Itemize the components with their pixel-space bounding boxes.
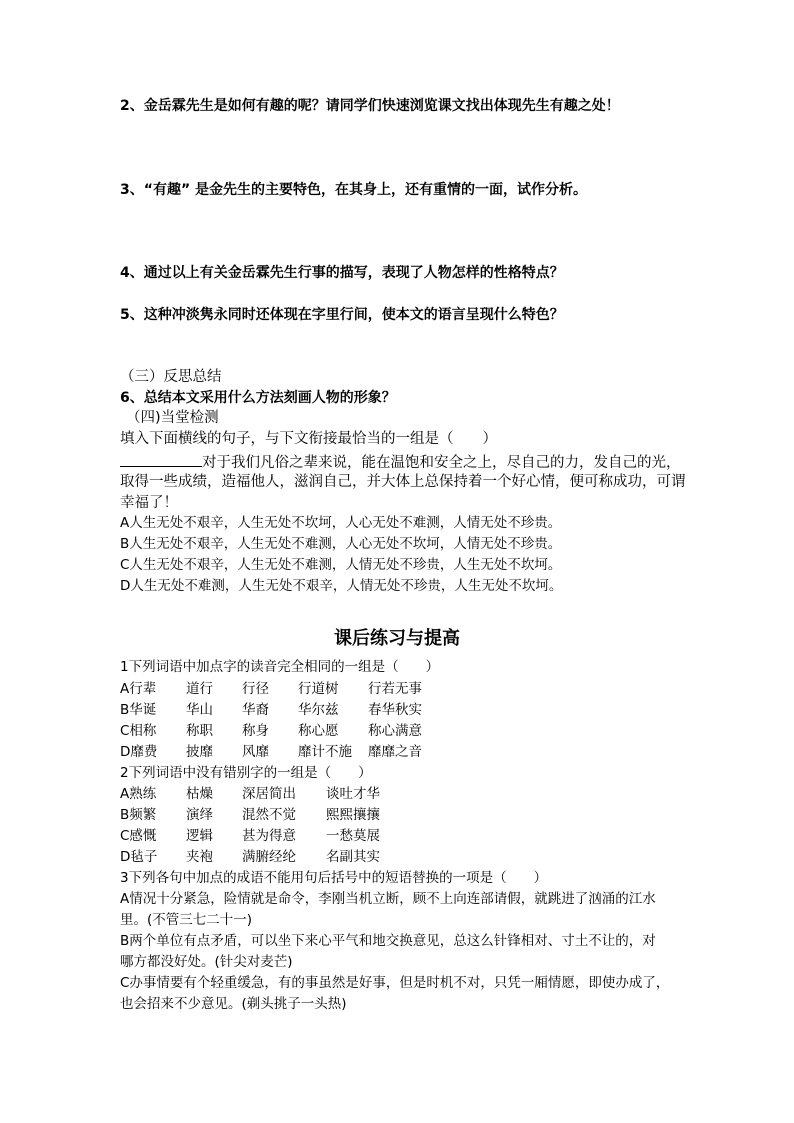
practice-title: 课后练习与提高 bbox=[334, 628, 460, 649]
word-cell: 行径 bbox=[242, 681, 269, 697]
exercise-3-option-a-line-1: A情况十分紧急，险情就是命令，李刚当机立断，顾不上向连部请假，就跳进了汹涌的江水 bbox=[120, 891, 656, 907]
word-cell: 行道树 bbox=[298, 681, 339, 697]
exercise-3-option-c-line-1: C办事情要有个轻重缓急，有的事虽然是好事，但是时机不对，只凭一厢情愿，即使办成了， bbox=[120, 975, 670, 991]
test-option-b: B人生无处不艰辛，人生无处不难测，人心无处不坎坷，人情无处不珍贵。 bbox=[120, 536, 562, 552]
word-cell: B华诞 bbox=[120, 702, 157, 718]
question-3: 3、“有趣” 是金先生的主要特色，在其身上，还有重情的一面，试作分析。 bbox=[120, 182, 588, 198]
word-cell: 一愁莫展 bbox=[326, 828, 380, 844]
test-prompt: 填入下面横线的句子，与下文衔接最恰当的一组是（ ） bbox=[120, 431, 497, 447]
question-5: 5、这种冲淡隽永同时还体现在字里行间，使本文的语言呈现什么特色？ bbox=[120, 307, 564, 323]
word-cell: C感慨 bbox=[120, 828, 157, 844]
word-cell: 靡计不施 bbox=[298, 744, 352, 760]
word-cell: 混然不觉 bbox=[242, 807, 296, 823]
test-option-a: A人生无处不艰辛，人生无处不坎坷，人心无处不难测，人情无处不珍贵。 bbox=[120, 515, 562, 531]
test-option-d: D人生无处不难测，人生无处不艰辛，人情无处不珍贵，人生无处不坎坷。 bbox=[120, 578, 563, 594]
exercise-3-option-a-line-2: 里。(不管三七二十一) bbox=[120, 912, 253, 928]
passage-text: 对于我们凡俗之辈来说，能在温饱和安全之上，尽自己的力，发自己的光， bbox=[202, 455, 681, 471]
word-cell: 风靡 bbox=[242, 744, 269, 760]
test-passage-line-2: 取得一些成绩，造福他人，滋润自己，并大体上总保持着一个好心情，便可称成功，可谓 bbox=[120, 474, 686, 490]
word-cell: 华山 bbox=[186, 702, 213, 718]
word-cell: 称身 bbox=[242, 723, 269, 739]
word-cell: 行若无事 bbox=[368, 681, 422, 697]
word-cell: 称心愿 bbox=[298, 723, 339, 739]
word-cell: 名副其实 bbox=[326, 849, 380, 865]
word-cell: A熟练 bbox=[120, 786, 157, 802]
test-passage-line-1 bbox=[120, 451, 681, 473]
word-cell: 披靡 bbox=[186, 744, 213, 760]
word-cell: A行辈 bbox=[120, 681, 157, 697]
word-cell: 华尔兹 bbox=[298, 702, 339, 718]
test-passage-line-3: 幸福了！ bbox=[120, 495, 178, 511]
word-cell: 演绎 bbox=[186, 807, 213, 823]
word-cell: 深居简出 bbox=[242, 786, 296, 802]
question-4: 4、通过以上有关金岳霖先生行事的描写，表现了人物怎样的性格特点？ bbox=[120, 265, 564, 281]
exercise-3-option-c-line-2: 也会招来不少意见。(剃头挑子一头热) bbox=[120, 996, 347, 1012]
word-cell: D毡子 bbox=[120, 849, 158, 865]
word-cell: 称心满意 bbox=[368, 723, 422, 739]
word-cell: 逻辑 bbox=[186, 828, 213, 844]
exercise-2-prompt: 2下列词语中没有错别字的一组是（ ） bbox=[120, 765, 372, 781]
word-cell: D靡费 bbox=[120, 744, 158, 760]
exercise-3-option-b-line-1: B两个单位有点矛盾，可以坐下来心平气和地交换意见，总这么针锋相对、寸土不让的，对 bbox=[120, 933, 656, 949]
word-cell: 春华秋实 bbox=[368, 702, 422, 718]
answer-blank[interactable] bbox=[120, 451, 202, 467]
exercise-1-prompt: 1下列词语中加点字的读音完全相同的一组是（ ） bbox=[120, 659, 440, 675]
word-cell: 道行 bbox=[186, 681, 213, 697]
word-cell: 靡靡之音 bbox=[368, 744, 422, 760]
exercise-3-option-b-line-2: 哪方都没好处。(针尖对麦芒) bbox=[120, 954, 293, 970]
question-2: 2、金岳霖先生是如何有趣的呢？请同学们快速浏览课文找出体现先生有趣之处！ bbox=[120, 98, 620, 114]
section-test-heading: （四)当堂检测 bbox=[126, 410, 219, 426]
word-cell: 枯燥 bbox=[186, 786, 213, 802]
word-cell: B频繁 bbox=[120, 807, 157, 823]
exercise-3-prompt: 3下列各句中加点的成语不能用句后括号中的短语替换的一项是（ ） bbox=[120, 870, 548, 886]
word-cell: 称职 bbox=[186, 723, 213, 739]
word-cell: 甚为得意 bbox=[242, 828, 296, 844]
word-cell: 熙熙攘攘 bbox=[326, 807, 380, 823]
question-6: 6、总结本文采用什么方法刻画人物的形象？ bbox=[120, 390, 396, 406]
word-cell: 谈吐才华 bbox=[326, 786, 380, 802]
word-cell: 华裔 bbox=[242, 702, 269, 718]
word-cell: 夹袍 bbox=[186, 849, 213, 865]
word-cell: C相称 bbox=[120, 723, 157, 739]
test-option-c: C人生无处不艰辛，人生无处不难测，人情无处不珍贵，人生无处不坎坷。 bbox=[120, 557, 562, 573]
word-cell: 满腑经纶 bbox=[242, 849, 296, 865]
section-reflection-heading: （三）反思总结 bbox=[120, 369, 222, 385]
